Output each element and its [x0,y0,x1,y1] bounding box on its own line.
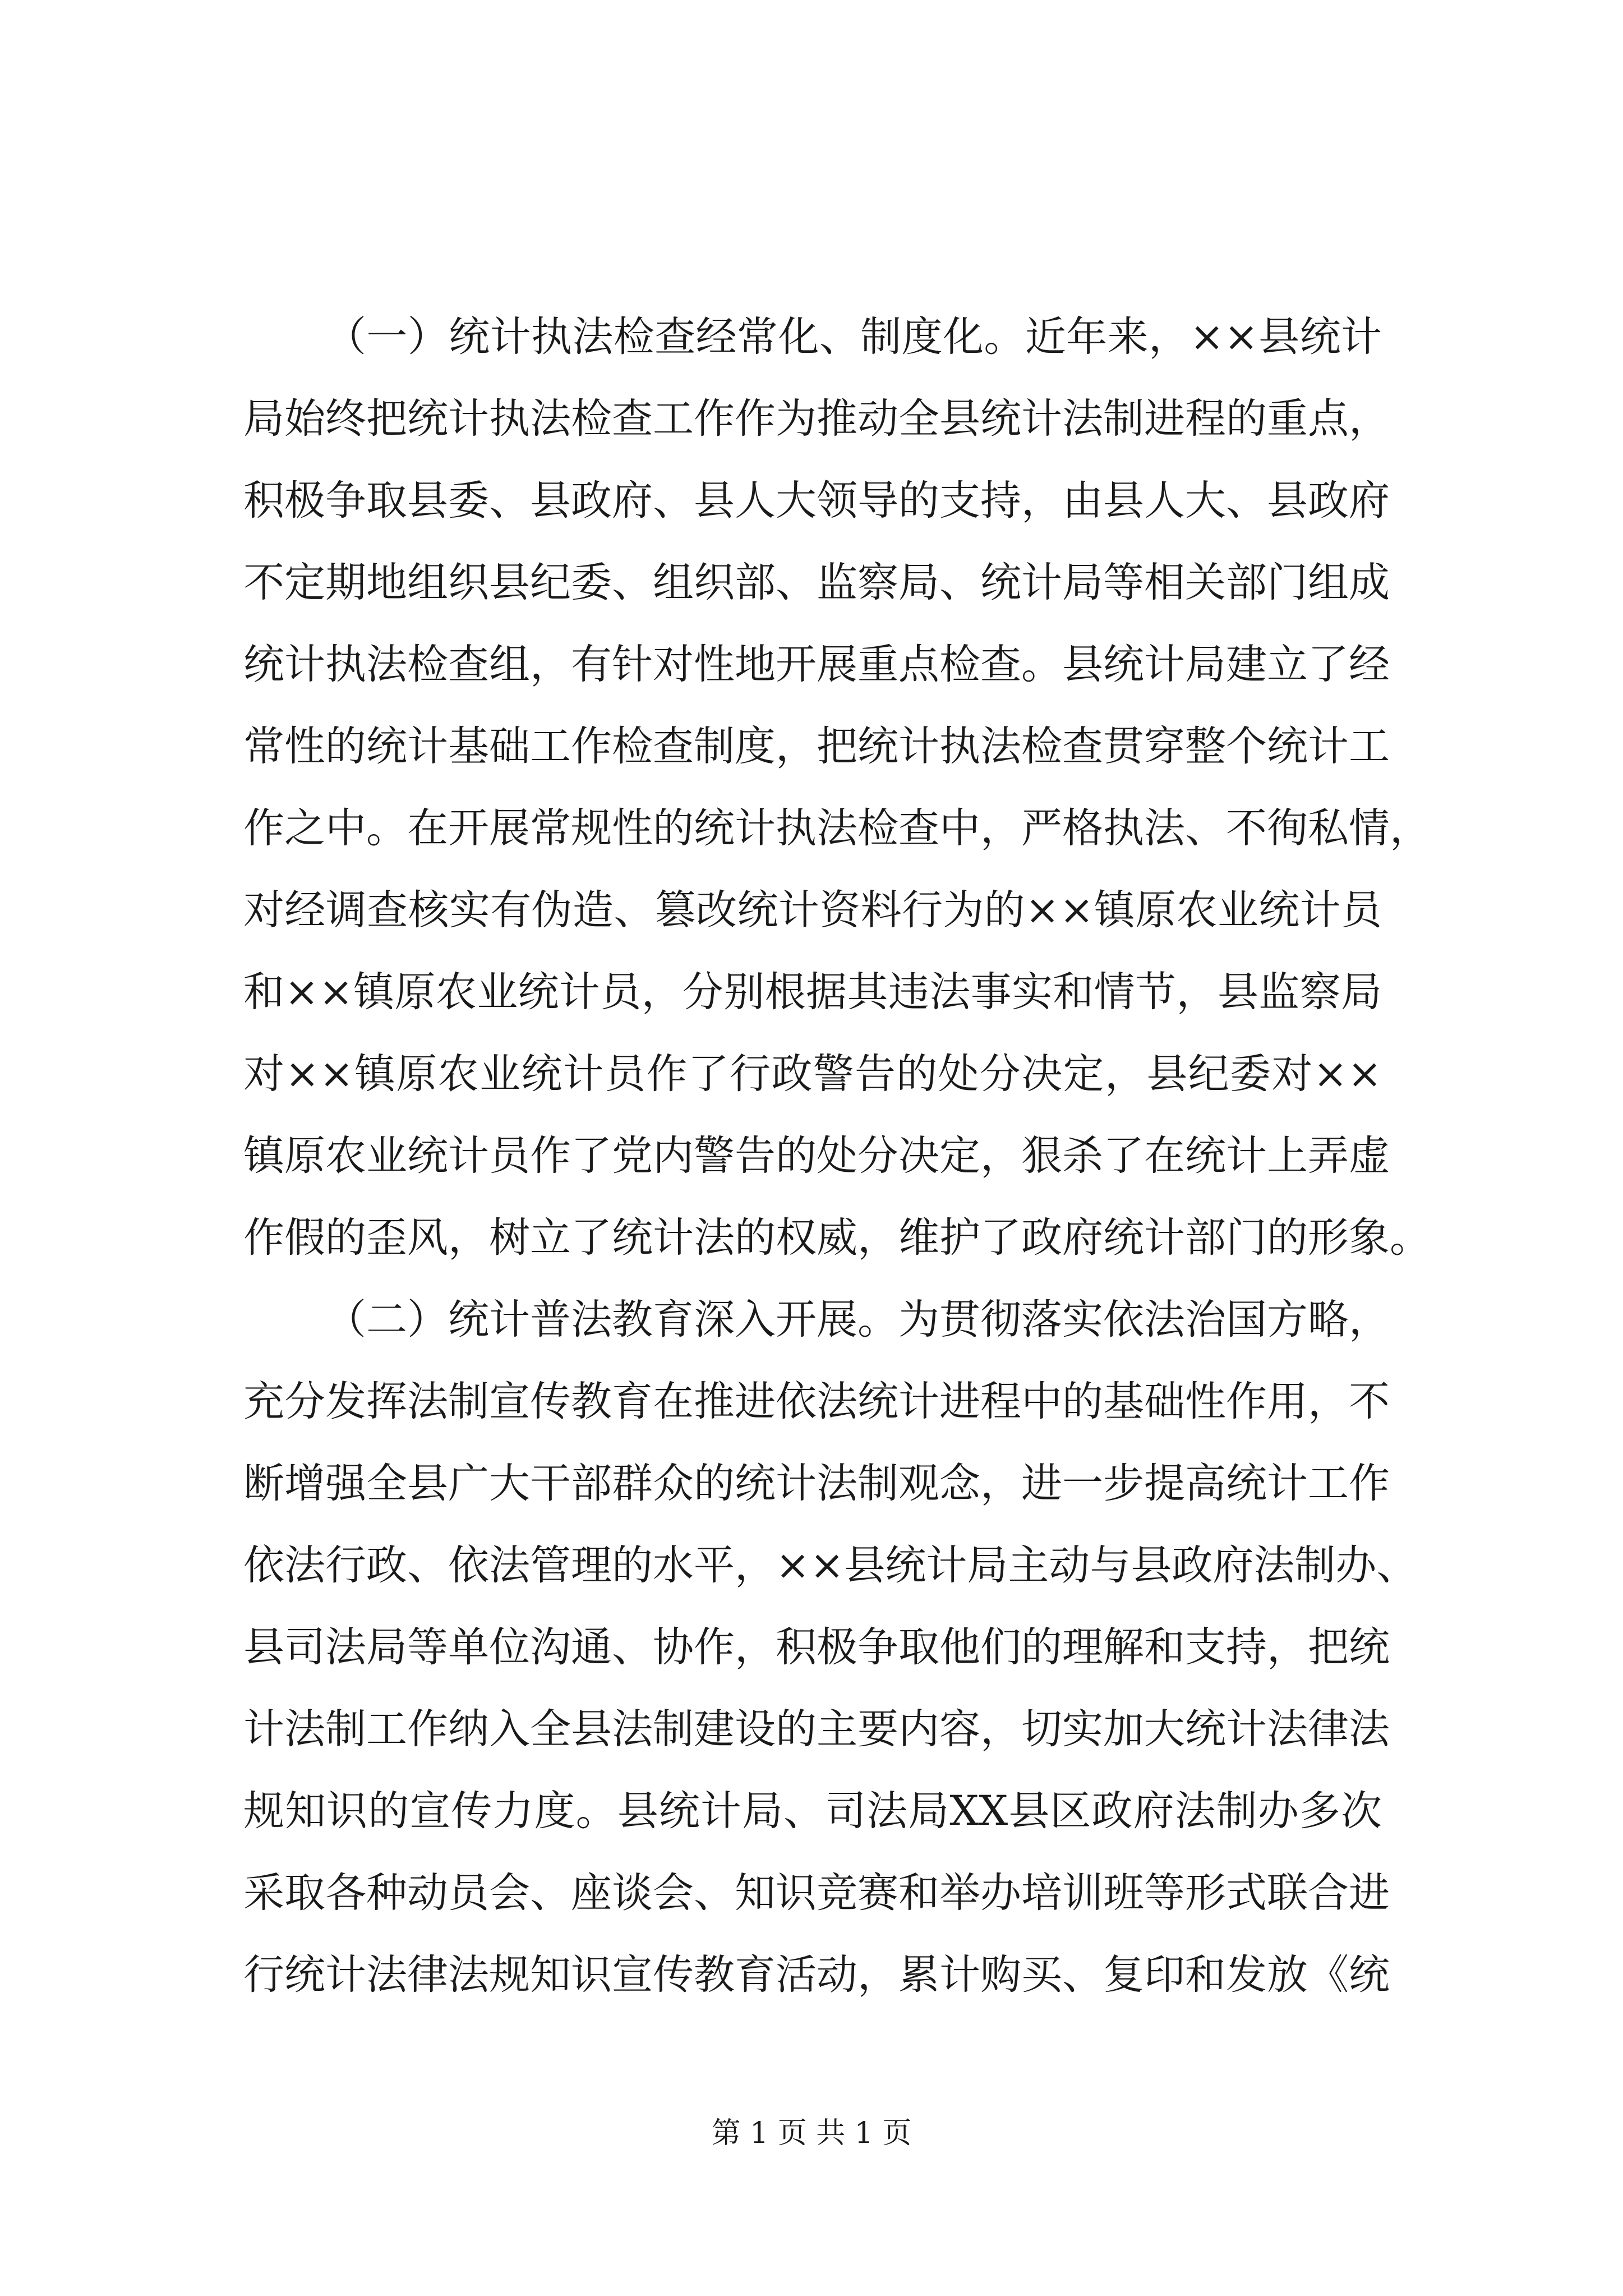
paragraph-2-line-8: 采取各种动员会、座谈会、知识竞赛和举办培训班等形式联合进 [243,1869,1390,1917]
page-number-label: 第 1 页 共 1 页 [711,2116,912,2150]
paragraph-2-line-7: 规知识的宣传力度。县统计局、司法局XX县区政府法制办多次 [243,1787,1382,1835]
paragraph-1-line-7: 作之中。在开展常规性的统计执法检查中，严格执法、不徇私情， [243,804,1431,852]
paragraph-2-line-3: 断增强全县广大干部群众的统计法制观念，进一步提高统计工作 [243,1460,1390,1507]
paragraph-1-line-12: 作假的歪风，树立了统计法的权威，维护了政府统计部门的形象。 [243,1214,1431,1262]
paragraph-1-line-3: 积极争取县委、县政府、县人大领导的支持，由县人大、县政府 [243,477,1390,524]
paragraph-1-line-1: （一）统计执法检查经常化、制度化。近年来，××县统计 [325,313,1382,361]
paragraph-1-line-8: 对经调查核实有伪造、篡改统计资料行为的××镇原农业统计员 [243,886,1382,934]
paragraph-1-line-10: 对××镇原农业统计员作了行政警告的处分决定，县纪委对×× [243,1050,1382,1098]
page-footer [0,2114,1623,2153]
paragraph-2-line-9: 行统计法律法规知识宣传教育活动，累计购买、复印和发放《统 [243,1951,1390,1999]
paragraph-1-line-9: 和××镇原农业统计员，分别根据其违法事实和情节，县监察局 [243,968,1382,1016]
paragraph-1-line-2: 局始终把统计执法检查工作作为推动全县统计法制进程的重点， [243,395,1390,443]
document-body [243,296,1431,2016]
paragraph-2-line-4: 依法行政、依法管理的水平，××县统计局主动与县政府法制办、 [243,1542,1418,1589]
paragraph-2-line-2: 充分发挥法制宣传教育在推进依法统计进程中的基础性作用，不 [243,1378,1390,1425]
paragraph-1-line-11: 镇原农业统计员作了党内警告的处分决定，狠杀了在统计上弄虚 [243,1132,1390,1180]
paragraph-1-line-5: 统计执法检查组，有针对性地开展重点检查。县统计局建立了经 [243,641,1390,688]
paragraph-2-line-5: 县司法局等单位沟通、协作，积极争取他们的理解和支持，把统 [243,1623,1390,1671]
paragraph-2-line-1: （二）统计普法教育深入开展。为贯彻落实依法治国方略， [325,1296,1390,1343]
paragraph-1-line-6: 常性的统计基础工作检查制度，把统计执法检查贯穿整个统计工 [243,723,1390,770]
paragraph-1-line-4: 不定期地组织县纪委、组织部、监察局、统计局等相关部门组成 [243,559,1390,606]
paragraph-2-line-6: 计法制工作纳入全县法制建设的主要内容，切实加大统计法律法 [243,1705,1390,1753]
